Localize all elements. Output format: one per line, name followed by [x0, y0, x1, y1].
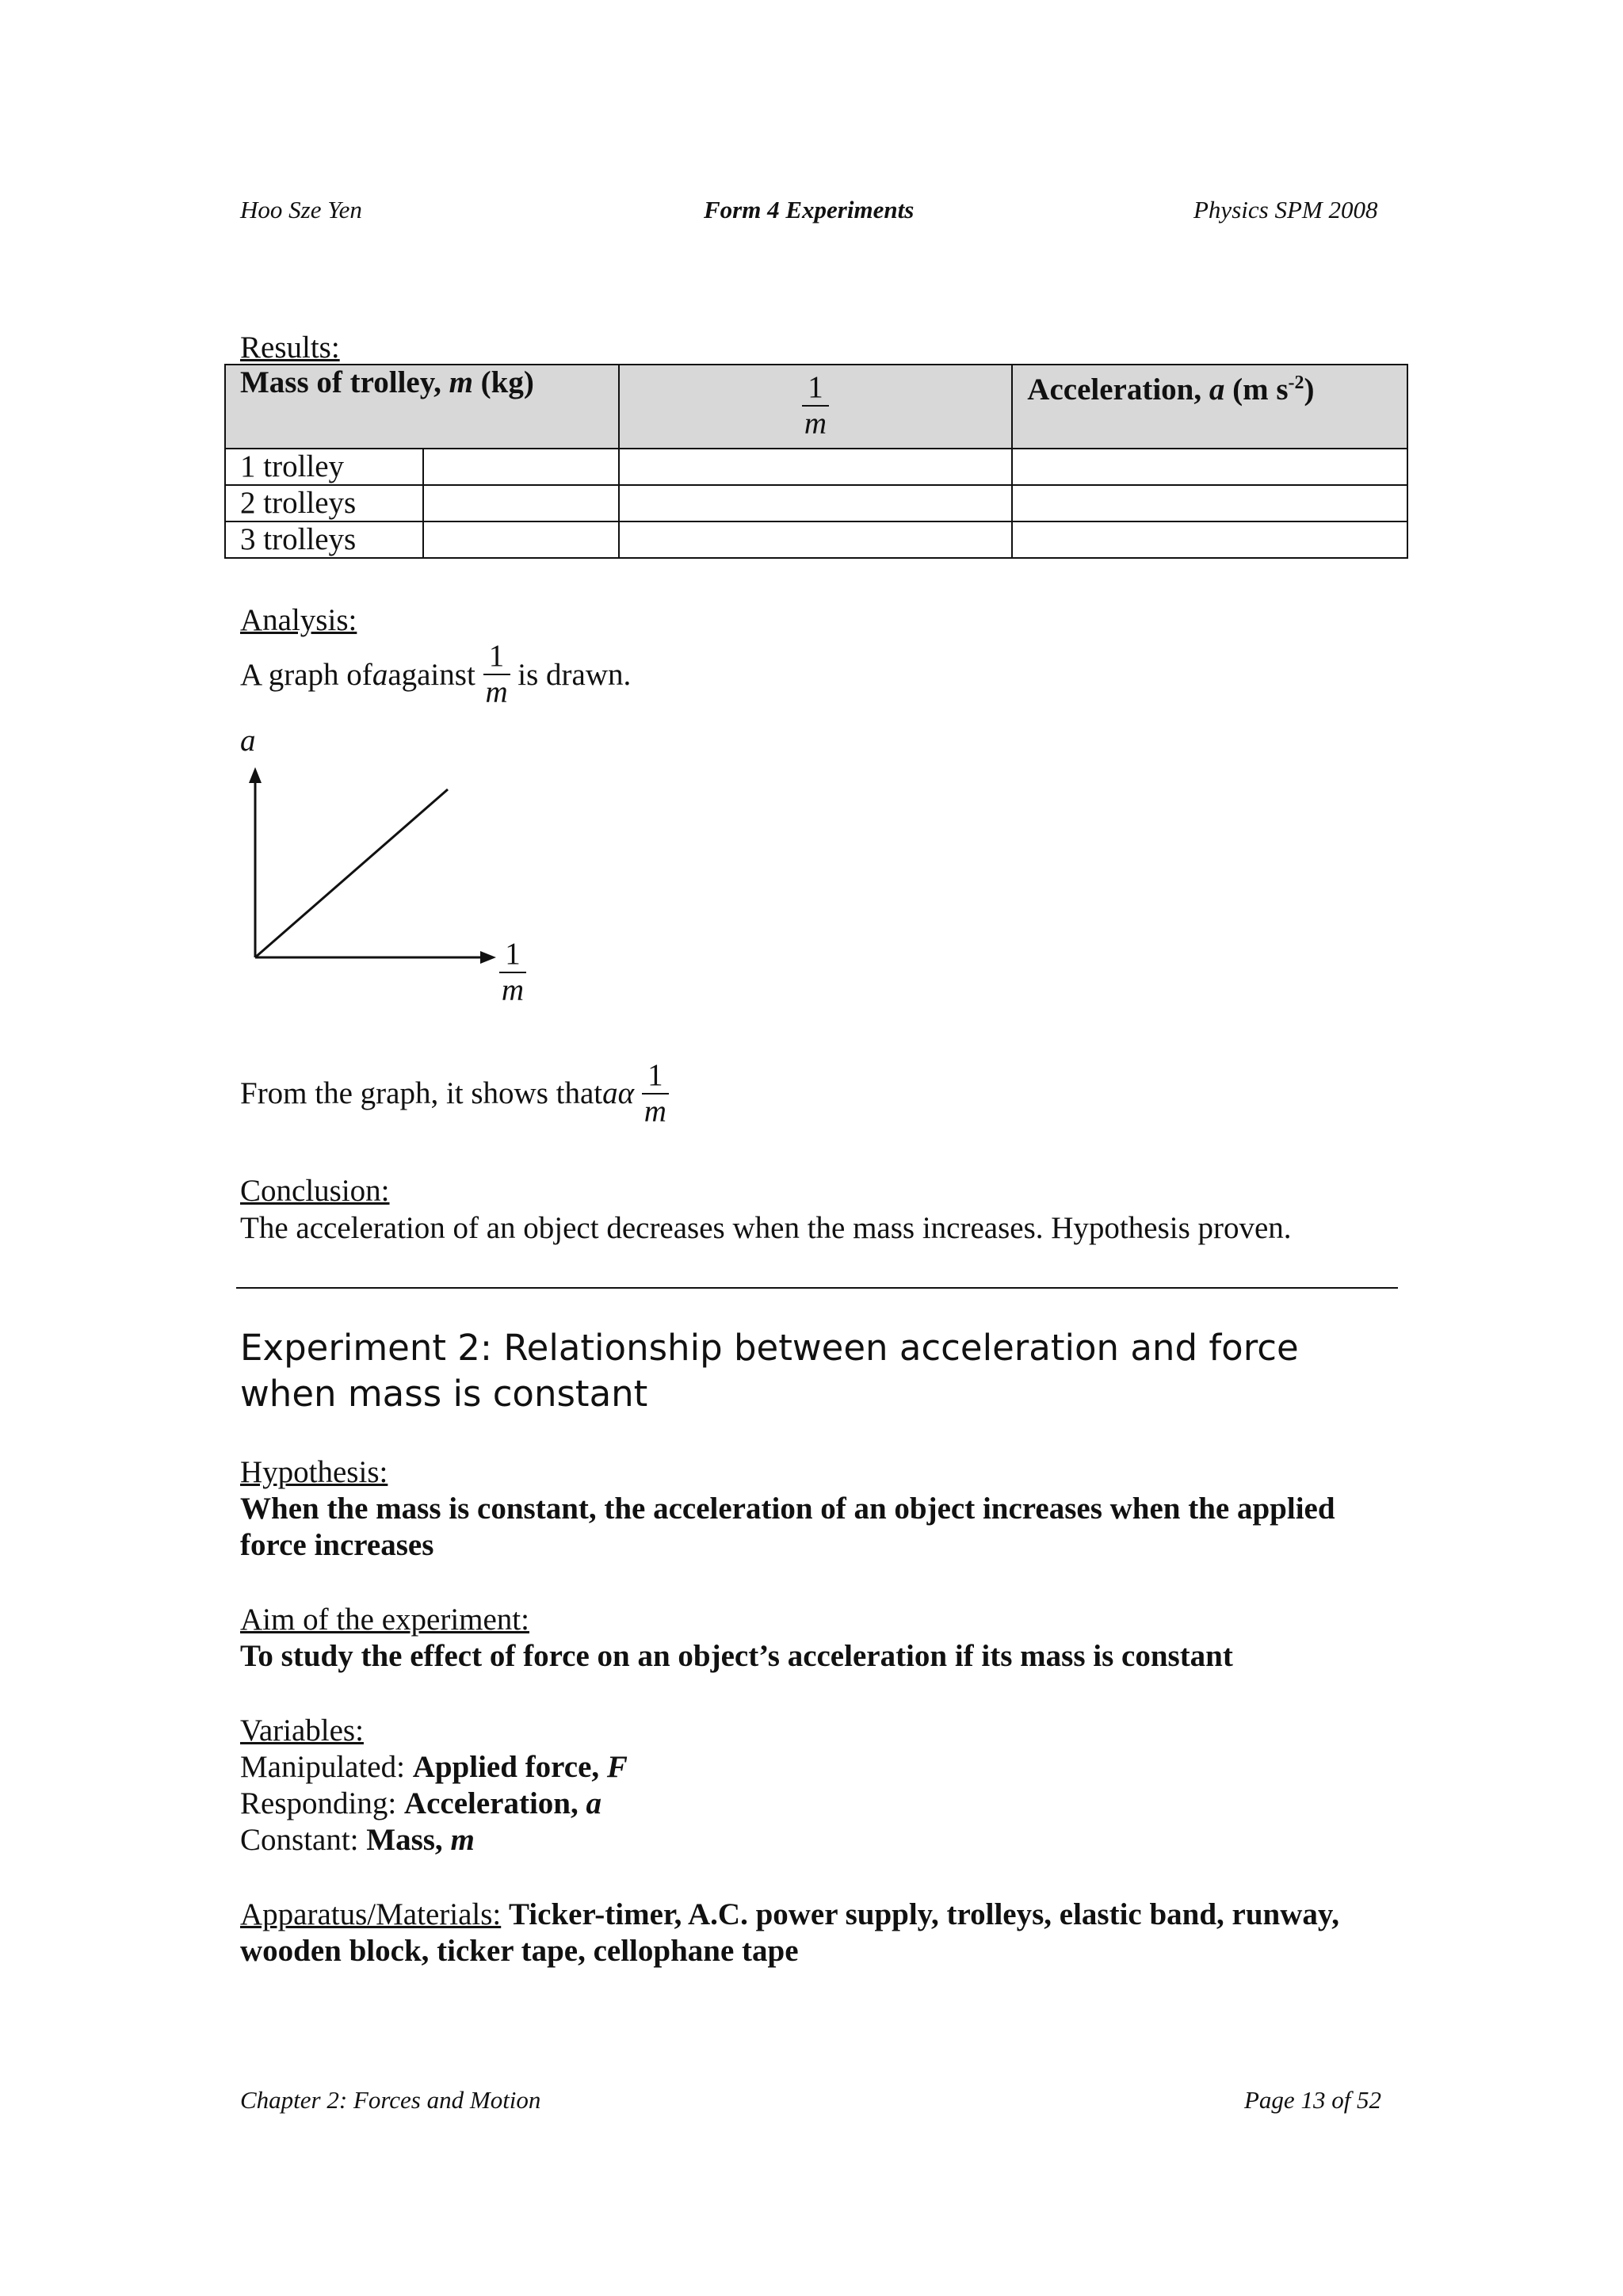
variable-constant: Constant: Mass, m — [240, 1823, 475, 1857]
section-divider — [236, 1287, 1398, 1289]
apparatus-line1: Apparatus/Materials: Ticker-timer, A.C. power supply, trolleys, elastic band, runway, — [240, 1897, 1339, 1931]
proportional-line — [255, 789, 448, 957]
header-title: Form 4 Experiments — [704, 196, 915, 223]
row-label: 1 trolley — [225, 449, 423, 485]
footer-chapter: Chapter 2: Forces and Motion — [240, 2086, 541, 2114]
apparatus-line2: wooden block, ticker tape, cellophane tape — [240, 1934, 799, 1968]
results-heading: Results: — [240, 330, 340, 365]
variables-heading: Variables: — [240, 1713, 364, 1748]
hypothesis-line1: When the mass is constant, the acceleration of an object increases when the applied — [240, 1492, 1335, 1526]
analysis-heading: Analysis: — [240, 603, 357, 637]
table-row — [225, 485, 1407, 521]
graph-plot — [238, 761, 507, 975]
variable-responding: Responding: Acceleration, a — [240, 1786, 601, 1820]
conclusion-heading: Conclusion: — [240, 1174, 390, 1208]
table-row — [225, 521, 1407, 558]
experiment-title-line2: when mass is constant — [240, 1373, 648, 1415]
aim-text: To study the effect of force on an object’s acceleration if its mass is constant — [240, 1639, 1233, 1673]
table-row — [225, 449, 1407, 485]
aim-heading: Aim of the experiment: — [240, 1603, 529, 1637]
footer-page-number: Page 13 of 52 — [1244, 2086, 1382, 2114]
graph-relationship: From the graph, it shows that aα $\frac{1}{m}$ — [240, 1058, 669, 1129]
x-axis-arrow — [480, 951, 496, 964]
column-inverse-mass: $\frac{1}{m}$ — [619, 365, 1013, 449]
hypothesis-heading: Hypothesis: — [240, 1455, 388, 1489]
row-label: 3 trolleys — [225, 521, 423, 558]
header-subject: Physics SPM 2008 — [1193, 196, 1378, 223]
header-author: Hoo Sze Yen — [240, 196, 362, 223]
table-header-row — [225, 365, 1407, 449]
analysis-statement: A graph of a against $\frac{1}{m}$ is drawn. — [240, 639, 632, 709]
conclusion-text: The acceleration of an object decreases when the mass increases. Hypothesis proven. — [240, 1211, 1292, 1245]
row-label: 2 trolleys — [225, 485, 423, 521]
experiment-title-line1: Experiment 2: Relationship between acceleration and force — [240, 1327, 1299, 1369]
column-acceleration: Acceleration, a (m $s^{-2}$) — [1012, 365, 1407, 449]
graph-y-label: a — [240, 724, 256, 758]
hypothesis-line2: force increases — [240, 1528, 434, 1562]
variable-manipulated: Manipulated: Applied force, F — [240, 1750, 628, 1784]
graph-x-label: $\frac{1}{m}$ — [499, 937, 526, 1008]
results-table — [224, 364, 1408, 559]
column-mass: Mass of trolley, m (kg) — [225, 365, 619, 449]
y-axis-arrow — [249, 767, 262, 783]
